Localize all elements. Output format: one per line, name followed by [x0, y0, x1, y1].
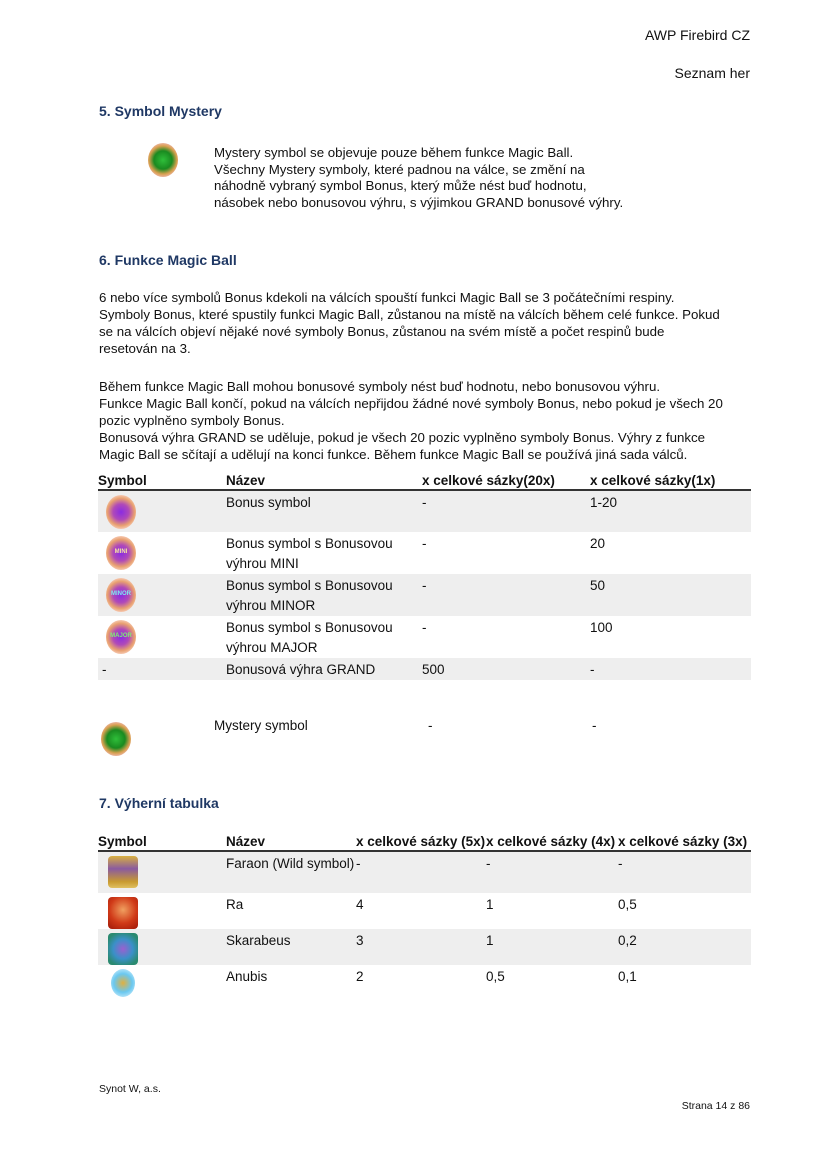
- cell-x20: -: [422, 495, 427, 510]
- mystery-row-x1: -: [592, 718, 597, 733]
- table-row: [98, 532, 751, 574]
- text-line: náhodně vybraný symbol Bonus, který může nést buď hodnotu,: [214, 178, 587, 193]
- bonus-ball-icon: [106, 495, 136, 529]
- anubis-icon: [111, 969, 135, 997]
- cell-x1: 1-20: [590, 495, 618, 510]
- column-header: x celkové sázky (3x): [618, 834, 748, 849]
- cell-x20: -: [422, 536, 427, 551]
- text-line: Magic Ball se sčítají a udělují na konci funkce. Během funkce Magic Ball se používá jiná sada válců.: [99, 447, 688, 462]
- cell-x1: 20: [590, 536, 606, 551]
- badge-text: MINOR: [111, 591, 131, 597]
- section-7-heading: 7. Výherní tabulka: [99, 795, 219, 811]
- magic-ball-paragraph-2: [99, 378, 754, 463]
- column-header: x celkové sázky(1x): [590, 473, 716, 488]
- text-line: Mystery symbol se objevuje pouze během funkce Magic Ball.: [214, 145, 574, 160]
- cell-name: Ra: [226, 897, 244, 912]
- mystery-row-name: Mystery symbol: [214, 718, 308, 733]
- paytable: [98, 833, 751, 1001]
- footer-company: Synot W, a.s.: [99, 1083, 161, 1095]
- bonus-minor-ball-icon: [106, 578, 136, 612]
- table-row: [98, 929, 751, 965]
- text-line: Všechny Mystery symboly, které padnou na válce, se změní na: [214, 161, 585, 177]
- scarab-icon: [108, 933, 138, 965]
- cell-x3: 0,1: [618, 969, 637, 984]
- cell-name: Bonus symbol s Bonusovou výhrou MINOR: [226, 578, 393, 613]
- cell-name: Faraon (Wild symbol): [226, 856, 355, 871]
- text-line: Bonusová výhra GRAND se uděluje, pokud je všech 20 pozic vyplněno symboly Bonus. Výhry z funkce: [99, 430, 706, 445]
- text-line: 6 nebo více symbolů Bonus kdekoli na válcích spouští funkci Magic Ball se 3 počátečními respiny.: [99, 290, 675, 305]
- cell-x20: -: [422, 620, 427, 635]
- table-header-row: [98, 833, 751, 851]
- bonus-mini-ball-icon: [106, 536, 136, 570]
- cell-x4: -: [486, 856, 491, 871]
- cell-x3: 0,5: [618, 897, 637, 912]
- column-header: Symbol: [98, 834, 147, 849]
- section-6-heading: 6. Funkce Magic Ball: [99, 252, 237, 268]
- footer-page-number: Strana 14 z 86: [681, 1100, 750, 1112]
- table-row: [98, 658, 751, 680]
- text-line: se na válcích objeví nějaké nové symboly Bonus, zůstanou na svém místě a počet respinů bude: [99, 324, 665, 339]
- cell-x20: 500: [422, 662, 445, 677]
- text-line: Během funkce Magic Ball mohou bonusové symboly nést buď hodnotu, nebo bonusovou výhru.: [99, 379, 661, 394]
- document-title: AWP Firebird CZ: [644, 27, 750, 43]
- column-header: x celkové sázky (4x): [486, 834, 616, 849]
- text-line: resetován na 3.: [99, 341, 191, 356]
- cell-name: Bonus symbol: [226, 495, 311, 510]
- bonus-major-ball-icon: [106, 620, 136, 654]
- magic-ball-paragraph-1: [99, 289, 754, 357]
- table-row: [98, 893, 751, 929]
- table-row: [98, 616, 751, 658]
- cell-x3: -: [618, 856, 623, 871]
- cell-name: Bonus symbol s Bonusovou výhrou MINI: [226, 536, 393, 571]
- cell-x1: -: [590, 662, 595, 677]
- cell-x1: 100: [590, 620, 613, 635]
- cell-x5: 2: [356, 969, 364, 984]
- cell-symbol: -: [102, 662, 107, 677]
- mystery-row-x20: -: [428, 718, 433, 733]
- column-header: Název: [226, 834, 266, 849]
- table-row: [98, 490, 751, 532]
- text-line: násobek nebo bonusovou výhru, s výjimkou GRAND bonusové výhry.: [214, 194, 624, 210]
- column-header: Název: [226, 473, 266, 488]
- magic-ball-table: [98, 472, 751, 680]
- section-5-heading: 5. Symbol Mystery: [99, 103, 222, 119]
- text-line: Symboly Bonus, které spustily funkci Magic Ball, zůstanou na místě na válcích během celé funkce. Pokud: [99, 307, 720, 322]
- mystery-green-ball-icon: [101, 722, 131, 756]
- cell-name: Bonusová výhra GRAND: [226, 662, 376, 677]
- ra-icon: [108, 897, 138, 929]
- cell-x5: 4: [356, 897, 364, 912]
- pharaoh-wild-icon: [108, 856, 138, 888]
- text-line: Funkce Magic Ball končí, pokud na válcích nepřijdou žádné nové symboly Bonus, nebo pokud je všech 20: [99, 396, 723, 411]
- table-row: [98, 574, 751, 616]
- cell-x4: 1: [486, 897, 494, 912]
- cell-name: Bonus symbol s Bonusovou výhrou MAJOR: [226, 620, 393, 655]
- column-header: x celkové sázky(20x): [422, 473, 555, 488]
- cell-name: Skarabeus: [226, 933, 291, 948]
- text-line: pozic vyplněno symboly Bonus.: [99, 413, 285, 428]
- column-header: x celkové sázky (5x): [356, 834, 486, 849]
- cell-x3: 0,2: [618, 933, 637, 948]
- cell-x5: 3: [356, 933, 364, 948]
- badge-text: MAJOR: [110, 633, 132, 639]
- cell-x5: -: [356, 856, 361, 871]
- cell-x4: 1: [486, 933, 494, 948]
- cell-x4: 0,5: [486, 969, 505, 984]
- mystery-green-ball-icon: [148, 143, 178, 177]
- mystery-description: [214, 145, 674, 211]
- cell-name: Anubis: [226, 969, 268, 984]
- badge-text: MINI: [114, 549, 128, 555]
- cell-x20: -: [422, 578, 427, 593]
- column-header: Symbol: [98, 473, 147, 488]
- cell-x1: 50: [590, 578, 606, 593]
- document-subtitle: Seznam her: [674, 65, 750, 81]
- table-row: [98, 965, 751, 1001]
- table-header-row: [98, 472, 751, 490]
- table-row: [98, 851, 751, 893]
